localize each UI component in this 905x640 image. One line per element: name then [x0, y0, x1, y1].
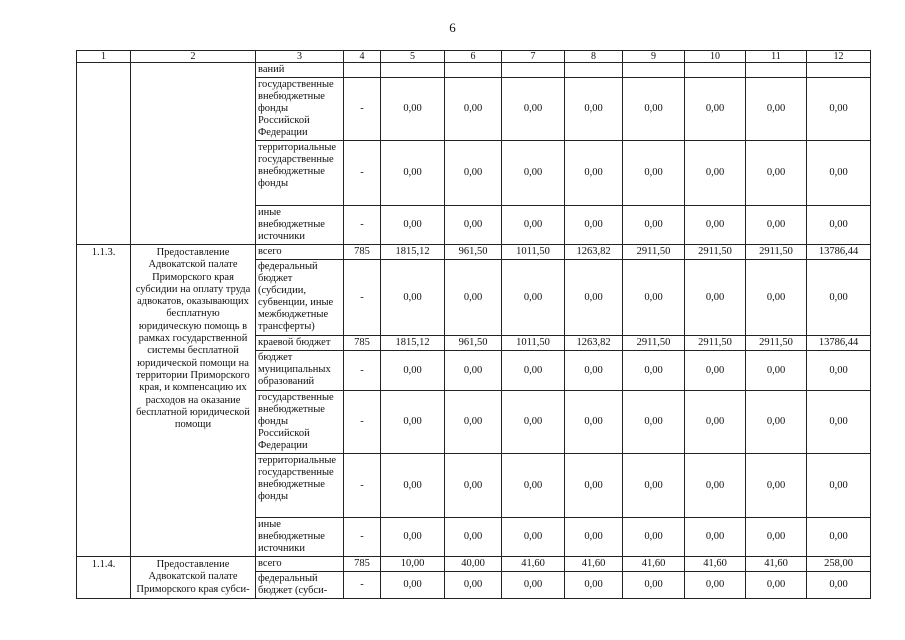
value-cell: 0,00	[685, 260, 746, 336]
value-cell: 0,00	[746, 572, 807, 599]
value-cell: 0,00	[381, 78, 445, 141]
item-description-cell	[131, 63, 256, 245]
value-cell: 961,50	[445, 245, 502, 260]
value-cell: 0,00	[746, 141, 807, 206]
value-cell	[381, 63, 445, 78]
header-row	[77, 51, 871, 63]
funding-source-cell: территориальные государственные внебюджетные фонды	[256, 454, 344, 518]
column-header: 2	[131, 51, 256, 63]
funding-source-cell: всего	[256, 245, 344, 260]
value-cell: 0,00	[807, 141, 871, 206]
table-row	[77, 63, 871, 78]
value-cell: 0,00	[502, 206, 565, 245]
value-cell: 0,00	[565, 78, 623, 141]
value-cell: 0,00	[445, 572, 502, 599]
funding-source-cell: федеральный бюджет (субсидии, субвенции, иные межбюджетные трансферты)	[256, 260, 344, 336]
value-cell	[502, 63, 565, 78]
value-cell: 0,00	[445, 454, 502, 518]
value-cell: 1263,82	[565, 245, 623, 260]
funding-source-cell: всего	[256, 557, 344, 572]
value-cell	[344, 63, 381, 78]
value-cell: 0,00	[623, 260, 685, 336]
item-description-cell: Предоставление Адвокатской палате Приморского края субсидии на оплату труда адвокатов, оказывающих бесплатную юридическую помощь в рамках государственной системы бесплатной юридической помощи на территории Приморского края, и компенсацию их расходов на оказание бесплатной юридической помощи	[131, 245, 256, 557]
column-header: 10	[685, 51, 746, 63]
value-cell: 41,60	[685, 557, 746, 572]
value-cell: 785	[344, 336, 381, 351]
item-code-cell: 1.1.4.	[77, 557, 131, 599]
value-cell: 0,00	[445, 206, 502, 245]
value-cell: 0,00	[623, 518, 685, 557]
value-cell: 41,60	[565, 557, 623, 572]
table-row	[77, 245, 871, 260]
value-cell: 2911,50	[685, 245, 746, 260]
funding-source-cell: бюджет муниципальных образований	[256, 351, 344, 391]
value-cell: 0,00	[623, 454, 685, 518]
value-cell: -	[344, 572, 381, 599]
item-code-cell	[77, 63, 131, 245]
value-cell: 0,00	[502, 518, 565, 557]
value-cell: 0,00	[807, 206, 871, 245]
value-cell: -	[344, 141, 381, 206]
value-cell: 1011,50	[502, 336, 565, 351]
funding-source-cell: иные внебюджетные источники	[256, 518, 344, 557]
value-cell: 0,00	[623, 206, 685, 245]
value-cell: 0,00	[807, 260, 871, 336]
value-cell	[445, 63, 502, 78]
value-cell: 13786,44	[807, 245, 871, 260]
value-cell: 2911,50	[623, 336, 685, 351]
value-cell: -	[344, 518, 381, 557]
budget-table	[76, 50, 871, 599]
value-cell: 0,00	[565, 454, 623, 518]
value-cell: 785	[344, 557, 381, 572]
value-cell: 0,00	[381, 260, 445, 336]
value-cell: 0,00	[746, 78, 807, 141]
value-cell: 0,00	[381, 572, 445, 599]
value-cell: 1815,12	[381, 336, 445, 351]
value-cell: 0,00	[685, 206, 746, 245]
value-cell: 0,00	[685, 351, 746, 391]
value-cell: 0,00	[746, 391, 807, 454]
value-cell: 0,00	[565, 260, 623, 336]
funding-source-cell: ваний	[256, 63, 344, 78]
value-cell: 0,00	[381, 206, 445, 245]
value-cell: 0,00	[502, 454, 565, 518]
value-cell: 0,00	[565, 141, 623, 206]
value-cell: 0,00	[807, 78, 871, 141]
value-cell: 0,00	[502, 78, 565, 141]
value-cell: 0,00	[502, 572, 565, 599]
value-cell	[565, 63, 623, 78]
value-cell: 961,50	[445, 336, 502, 351]
value-cell: -	[344, 351, 381, 391]
value-cell: 10,00	[381, 557, 445, 572]
funding-source-cell: иные внебюджетные источники	[256, 206, 344, 245]
value-cell: 0,00	[685, 391, 746, 454]
value-cell: 1011,50	[502, 245, 565, 260]
value-cell	[623, 63, 685, 78]
value-cell: -	[344, 454, 381, 518]
value-cell: -	[344, 78, 381, 141]
funding-source-cell: территориальные государственные внебюджетные фонды	[256, 141, 344, 206]
value-cell: 0,00	[685, 572, 746, 599]
value-cell: 0,00	[685, 78, 746, 141]
funding-source-cell: государственные внебюджетные фонды Российской Федерации	[256, 78, 344, 141]
column-header: 8	[565, 51, 623, 63]
column-header: 12	[807, 51, 871, 63]
value-cell: 0,00	[445, 78, 502, 141]
column-header: 1	[77, 51, 131, 63]
value-cell: 0,00	[685, 518, 746, 557]
value-cell: 0,00	[381, 141, 445, 206]
funding-source-cell: краевой бюджет	[256, 336, 344, 351]
column-header: 7	[502, 51, 565, 63]
value-cell: -	[344, 260, 381, 336]
value-cell	[685, 63, 746, 78]
value-cell: 0,00	[502, 351, 565, 391]
table-row	[77, 557, 871, 572]
value-cell: 40,00	[445, 557, 502, 572]
value-cell: 2911,50	[746, 336, 807, 351]
value-cell: 0,00	[746, 206, 807, 245]
item-description-cell: Предоставление Адвокатской палате Приморского края субси-	[131, 557, 256, 599]
value-cell	[746, 63, 807, 78]
value-cell: 2911,50	[685, 336, 746, 351]
value-cell: 0,00	[565, 391, 623, 454]
column-header: 9	[623, 51, 685, 63]
value-cell: 0,00	[445, 351, 502, 391]
value-cell: 0,00	[381, 454, 445, 518]
value-cell: 0,00	[807, 518, 871, 557]
value-cell: 0,00	[381, 518, 445, 557]
value-cell: 0,00	[623, 572, 685, 599]
value-cell: -	[344, 391, 381, 454]
value-cell: 0,00	[445, 391, 502, 454]
value-cell: 2911,50	[746, 245, 807, 260]
value-cell: 0,00	[381, 391, 445, 454]
value-cell: 0,00	[565, 351, 623, 391]
value-cell	[807, 63, 871, 78]
value-cell: -	[344, 206, 381, 245]
value-cell: 0,00	[623, 391, 685, 454]
value-cell: 0,00	[807, 391, 871, 454]
column-header: 3	[256, 51, 344, 63]
value-cell: 0,00	[565, 518, 623, 557]
value-cell: 0,00	[445, 518, 502, 557]
value-cell: 1815,12	[381, 245, 445, 260]
column-header: 11	[746, 51, 807, 63]
value-cell: 0,00	[381, 351, 445, 391]
value-cell: 41,60	[623, 557, 685, 572]
value-cell: 0,00	[746, 351, 807, 391]
value-cell: 0,00	[746, 260, 807, 336]
value-cell: 0,00	[685, 141, 746, 206]
value-cell: 0,00	[807, 454, 871, 518]
column-header: 5	[381, 51, 445, 63]
value-cell: 0,00	[502, 260, 565, 336]
value-cell: 0,00	[502, 141, 565, 206]
value-cell: 0,00	[445, 141, 502, 206]
value-cell: 1263,82	[565, 336, 623, 351]
value-cell: 0,00	[623, 351, 685, 391]
column-header: 6	[445, 51, 502, 63]
value-cell: 0,00	[623, 78, 685, 141]
value-cell: 0,00	[502, 391, 565, 454]
value-cell: 0,00	[623, 141, 685, 206]
value-cell: 258,00	[807, 557, 871, 572]
funding-source-cell: государственные внебюджетные фонды Российской Федерации	[256, 391, 344, 454]
value-cell: 0,00	[445, 260, 502, 336]
column-header: 4	[344, 51, 381, 63]
value-cell: 41,60	[746, 557, 807, 572]
value-cell: 0,00	[565, 572, 623, 599]
item-code-cell: 1.1.3.	[77, 245, 131, 557]
value-cell: 785	[344, 245, 381, 260]
value-cell: 0,00	[807, 351, 871, 391]
value-cell: 41,60	[502, 557, 565, 572]
page-number: 6	[449, 20, 456, 35]
value-cell: 0,00	[746, 518, 807, 557]
value-cell: 0,00	[807, 572, 871, 599]
value-cell: 13786,44	[807, 336, 871, 351]
value-cell: 0,00	[746, 454, 807, 518]
value-cell: 0,00	[685, 454, 746, 518]
value-cell: 0,00	[565, 206, 623, 245]
funding-source-cell: федеральный бюджет (субси-	[256, 572, 344, 599]
value-cell: 2911,50	[623, 245, 685, 260]
